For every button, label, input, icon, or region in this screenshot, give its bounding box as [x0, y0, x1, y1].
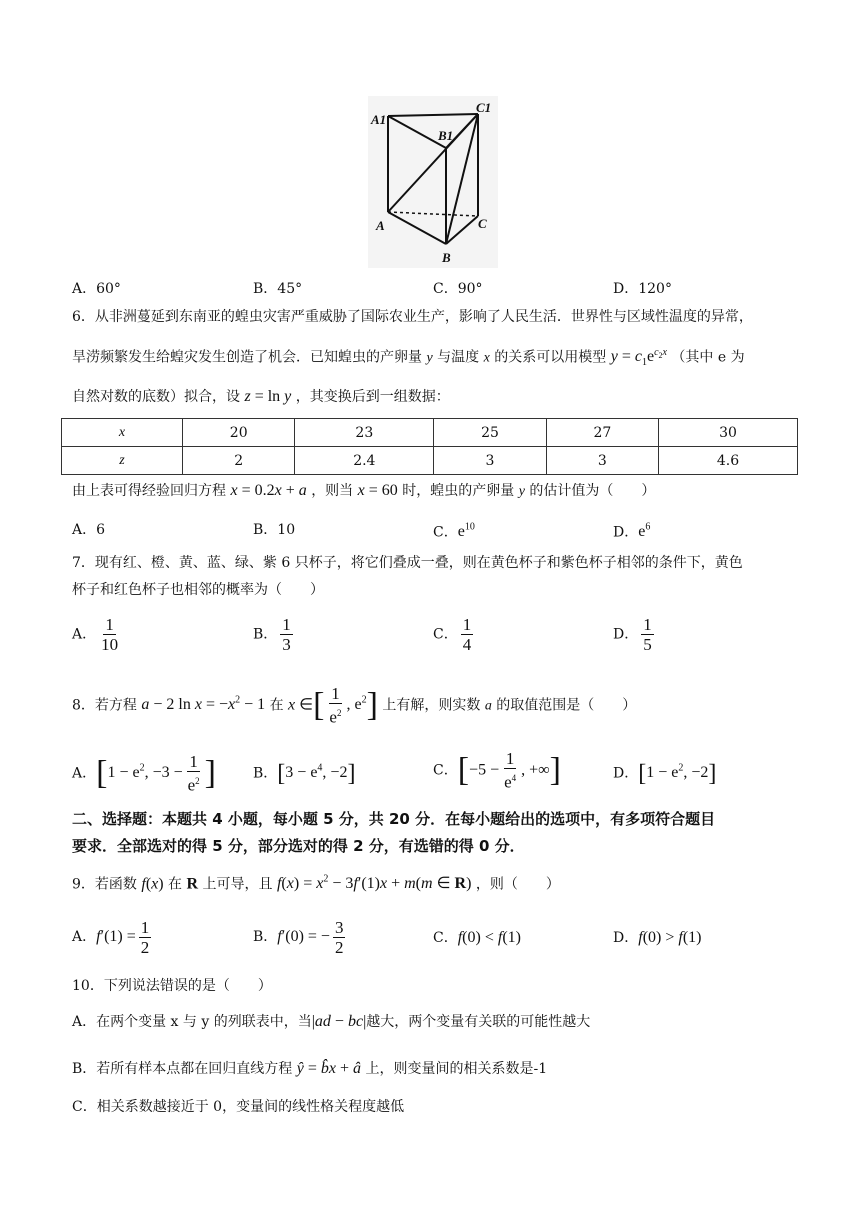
q9-stem: 9．若函数 f(x) 在 R 上可导，且 $f(x) = x^2 - 3f'(1)x + m(m$ ∈ R) ，则（ ） — [72, 874, 560, 893]
q7-option-b: B． $\frac{1}{3}$ — [253, 615, 291, 654]
q9-option-b: B．f′(0) = − $\frac{3}{2}$ — [253, 917, 344, 957]
table-cell: 2 — [183, 447, 295, 475]
q5-option-a: A．60° — [72, 281, 121, 297]
table-cell: 4.6 — [659, 447, 798, 475]
table-row — [62, 447, 798, 475]
table-header-z: z — [62, 447, 183, 475]
q6-option-c: C．$e^{10}$ — [433, 522, 475, 541]
label-b1: B1 — [438, 128, 454, 143]
label-b: B — [442, 250, 451, 265]
q6-data-table — [61, 418, 798, 475]
q6-line1: 6．从非洲蔓延到东南亚的蝗虫灾害严重威胁了国际农业生产，影响了人民生活．世界性与区域性温度的异常， — [72, 309, 753, 325]
q6-model: $y = c_1e^{c_2x}$ — [610, 347, 667, 369]
q6-option-a: A．6 — [72, 522, 106, 538]
q5-option-b: B．45° — [253, 281, 303, 297]
q10-stem: 10．下列说法错误的是（ ） — [72, 978, 272, 994]
table-cell: 23 — [295, 419, 434, 447]
q8-option-b: B．[$3 - e^4$, −2] — [253, 760, 356, 787]
q7-option-c: C． $\frac{1}{4}$ — [433, 615, 472, 654]
table-cell: 20 — [183, 419, 295, 447]
q9-option-d: D．f(0) > f(1) — [613, 929, 702, 946]
q10-option-a: A．在两个变量 x 与 y 的列联表中，当|ad − bc|越大，两个变量有关联的可能性越大 — [72, 1013, 591, 1030]
q8-stem: 8．若方程 a − 2 $\ln x = -x^2 - 1$ 在 x ∈[ $\frac{1}{e^2}$ , $e^2$] 上有解，则实数 a 的取值范围是（ ） — [72, 684, 637, 727]
prism-figure — [368, 96, 498, 268]
table-row — [62, 419, 798, 447]
table-header-x: x — [62, 419, 183, 447]
label-a: A — [376, 218, 385, 233]
q8-option-c: C．[−5 − $\frac{1}{e^4}$ , +∞] — [433, 749, 561, 792]
q8-option-d: D．[$1 - e^2$, −2] — [613, 760, 717, 787]
q7-line1: 7．现有红、橙、黄、蓝、绿、紫 6 只杯子，将它们叠成一叠，则在黄色杯子和紫色杯子相邻的条件下，黄色 — [72, 555, 743, 571]
q7-line2: 杯子和红色杯子也相邻的概率为（ ） — [72, 582, 324, 598]
table-cell: 2.4 — [295, 447, 434, 475]
label-c: C — [478, 216, 487, 231]
q9-option-c: C．f(0) < f(1) — [433, 929, 521, 946]
table-cell: 27 — [546, 419, 658, 447]
table-cell: 25 — [434, 419, 546, 447]
label-c1: C1 — [476, 100, 492, 115]
q6-line4: 由上表可得经验回归方程 x = 0.2x + a ，则当 x = 60 时，蝗虫的产卵量 y 的估计值为（ ） — [72, 482, 656, 499]
q8-option-a: A．[$1 - e^2$, −3 − $\frac{1}{e^2}$ ] — [72, 752, 216, 795]
table-cell: 30 — [659, 419, 798, 447]
q7-option-a: A． $\frac{1}{10}$ — [72, 615, 119, 654]
q7-option-d: D． $\frac{1}{5}$ — [613, 615, 652, 654]
q6-line2: 旱涝频繁发生给蝗灾发生创造了机会．已知蝗虫的产卵量 y 与温度 x 的关系可以用模型 $y = c_1e^{c_2x}$ （其中 e 为 — [72, 347, 745, 369]
label-a1: A1 — [371, 112, 387, 127]
q6-option-d: D．$e^6$ — [613, 522, 651, 541]
table-cell: 3 — [434, 447, 546, 475]
table-cell: 3 — [546, 447, 658, 475]
q6-option-b: B．10 — [253, 522, 296, 538]
q10-option-c: C．相关系数越接近于 0，变量间的线性格关程度越低 — [72, 1099, 405, 1115]
q5-option-c: C．90° — [433, 281, 483, 297]
section2-heading-line1: 二、选择题：本题共 4 小题，每小题 5 分，共 20 分．在每小题给出的选项中，有多项符合题目 — [72, 810, 716, 828]
q10-option-b: B．若所有样本点都在回归直线方程 ŷ = b̂x + â 上，则变量间的相关系数是-1 — [72, 1060, 548, 1077]
q6-line3: 自然对数的底数）拟合，设 z = ln y ，其变换后到一组数据： — [72, 388, 450, 405]
section2-heading-line2: 要求．全部选对的得 5 分，部分选对的得 2 分，有选错的得 0 分． — [72, 837, 525, 855]
q5-option-d: D．120° — [613, 281, 672, 297]
q9-option-a: A．f′(1) = $\frac{1}{2}$ — [72, 917, 150, 957]
